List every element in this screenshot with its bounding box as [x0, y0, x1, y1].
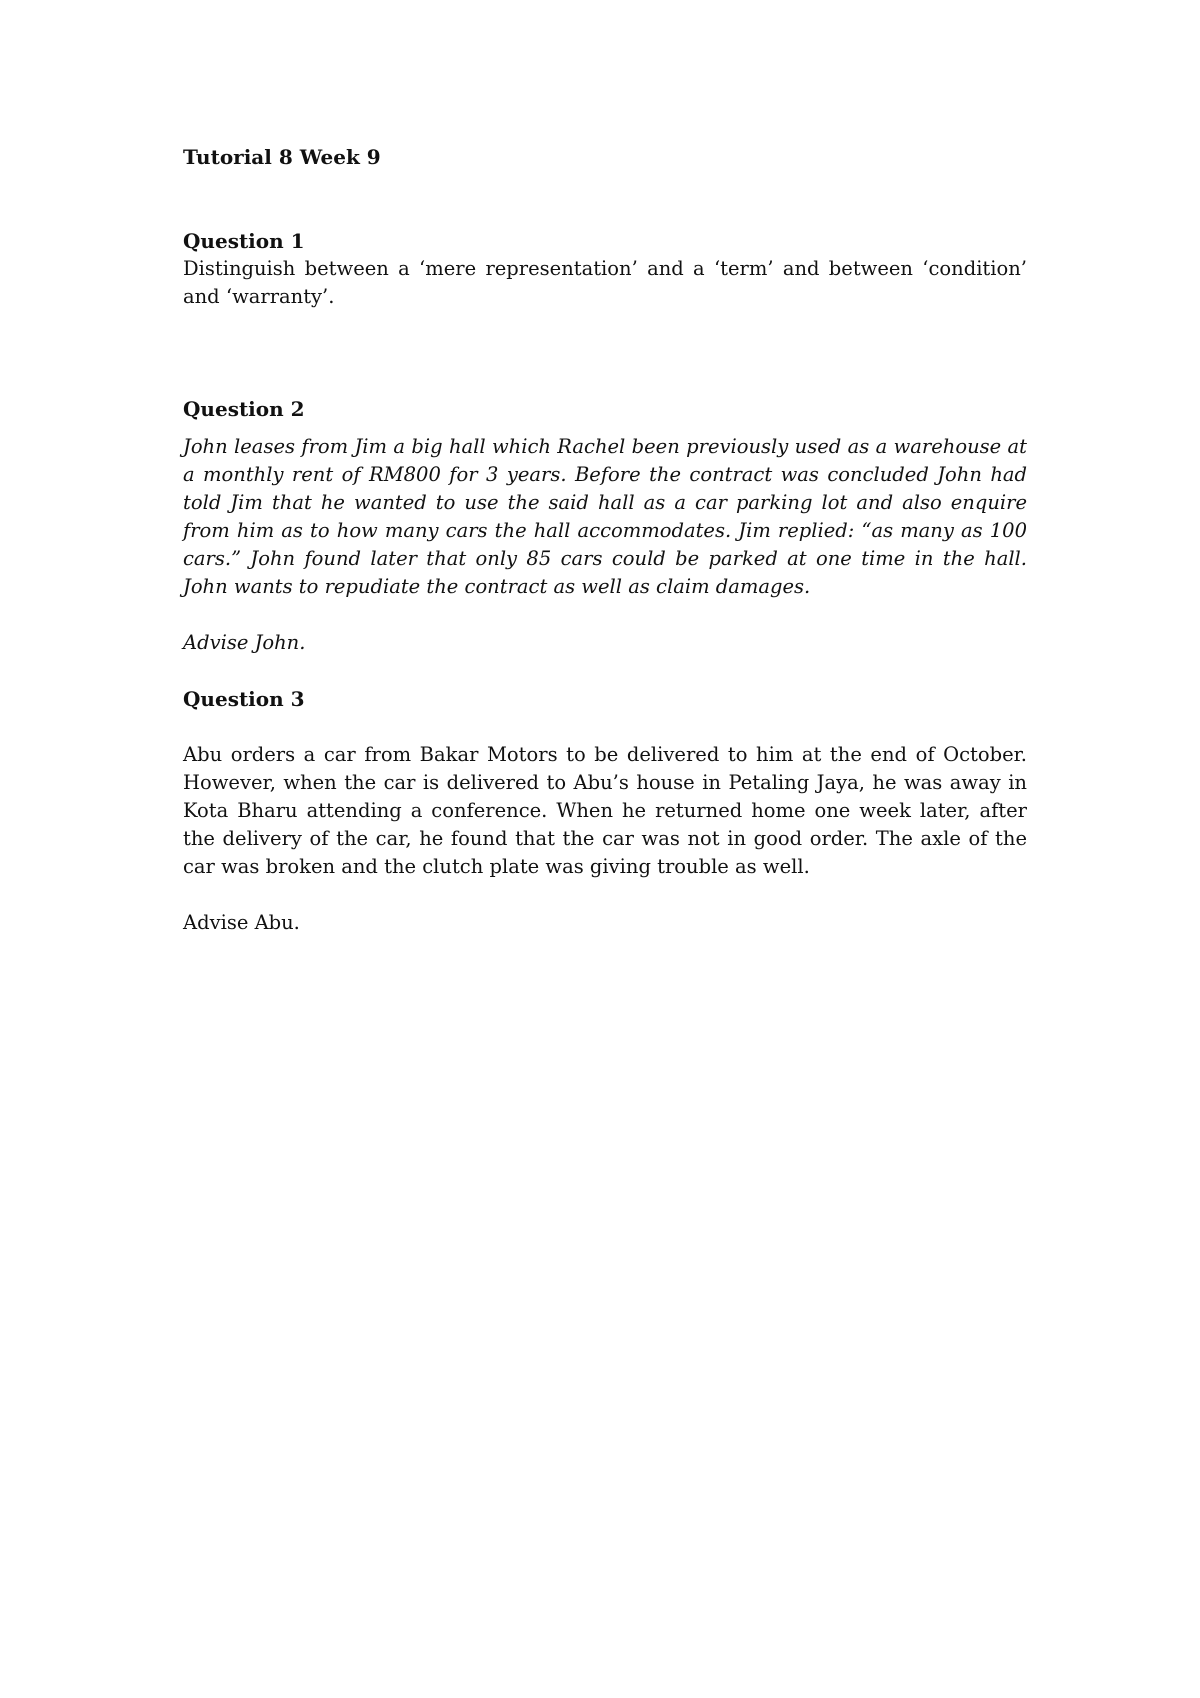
question-2-instruction: Advise John. [183, 631, 306, 654]
question-1-body: Distinguish between a ‘mere representation’ and a ‘term’ and between ‘condition’ and ‘warranty’. [183, 257, 1027, 308]
spacer [183, 311, 1027, 395]
spacer [183, 171, 1027, 227]
question-1-heading: Question 1 [183, 229, 305, 253]
spacer [183, 713, 1027, 741]
question-2 [183, 395, 1027, 657]
spacer [183, 601, 1027, 629]
document-title: Tutorial 8 Week 9 [183, 145, 381, 169]
question-3-body: Abu orders a car from Bakar Motors to be delivered to him at the end of October. However, when the car is delivered to Abu’s house in Petaling Jaya, he was away in Kota Bharu attending a conference. When he returned home one week later, after the delivery of the car, he found that the car was not in good order. The axle of the car was broken and the clutch plate was giving trouble as well. [183, 743, 1027, 878]
question-1 [183, 227, 1027, 311]
question-2-body: John leases from Jim a big hall which Rachel been previously used as a warehouse at a monthly rent of RM800 for 3 years. Before the contract was concluded John had told Jim that he wanted to use the said hall as a car parking lot and also enquire from him as to how many cars the hall accommodates. Jim replied: “as many as 100 cars.” John found later that only 85 cars could be parked at one time in the hall. John wants to repudiate the contract as well as claim damages. [183, 435, 1027, 598]
document-content [183, 143, 1027, 937]
spacer [183, 657, 1027, 685]
question-3 [183, 685, 1027, 937]
question-2-heading: Question 2 [183, 397, 305, 421]
question-3-heading: Question 3 [183, 687, 305, 711]
question-3-instruction: Advise Abu. [183, 911, 300, 934]
spacer [183, 423, 1027, 433]
spacer [183, 881, 1027, 909]
